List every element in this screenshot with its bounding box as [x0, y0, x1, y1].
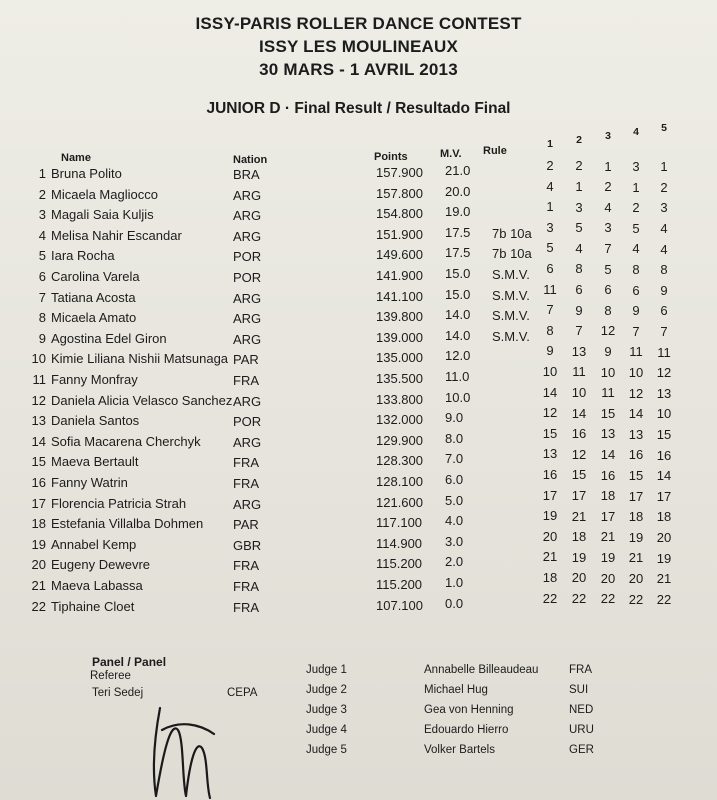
placement-judge-1: 12: [542, 405, 558, 421]
judge-nation: FRA: [569, 664, 592, 676]
placement-judge-1: 18: [542, 570, 558, 585]
placement-judge-3: 9: [604, 344, 612, 359]
points: 141.900: [376, 268, 423, 283]
mv: 14.0: [445, 307, 471, 323]
placement-judge-3: 13: [600, 426, 616, 442]
rank: 6: [38, 269, 46, 284]
rank: 10: [31, 351, 46, 367]
nation: ARG: [233, 187, 262, 203]
placement-judge-2: 12: [571, 446, 587, 462]
rank: 9: [38, 330, 46, 346]
judge-name: Volker Bartels: [424, 744, 495, 756]
placement-judge-3: 1: [604, 158, 612, 174]
points: 115.200: [376, 556, 423, 572]
placement-judge-5: 13: [656, 385, 672, 401]
placement-judge-2: 8: [575, 261, 583, 277]
placement-judge-3: 17: [600, 508, 616, 524]
placement-judge-5: 10: [656, 406, 672, 422]
mv: 12.0: [445, 348, 471, 364]
placement-judge-3: 11: [601, 385, 615, 401]
placement-judge-1: 9: [546, 343, 554, 359]
athlete-name: Maeva Bertault: [51, 454, 139, 470]
placement-judge-2: 5: [575, 220, 583, 236]
athlete-name: Daniela Alicia Velasco Sanchez: [51, 392, 233, 408]
placement-judge-3: 2: [604, 179, 612, 195]
points: 115.200: [376, 577, 423, 592]
placement-judge-5: 8: [660, 262, 668, 278]
placement-judge-3: 14: [600, 447, 616, 462]
athlete-name: Micaela Amato: [51, 310, 137, 326]
placement-judge-3: 20: [600, 570, 616, 586]
rank: 20: [31, 557, 46, 573]
placement-judge-4: 18: [628, 509, 644, 525]
placement-judge-1: 8: [546, 322, 554, 338]
placement-judge-1: 15: [542, 425, 558, 441]
placement-judge-3: 16: [600, 467, 616, 483]
points: 132.000: [376, 412, 423, 428]
rank: 8: [38, 310, 46, 326]
athlete-name: Bruna Polito: [51, 166, 122, 181]
placement-judge-1: 22: [542, 590, 558, 606]
panel-title: Panel / Panel: [92, 655, 167, 669]
column-header-rule: Rule: [483, 145, 507, 157]
nation: ARG: [233, 311, 262, 327]
nation: ARG: [233, 290, 262, 306]
athlete-name: Melisa Nahir Escandar: [51, 227, 182, 243]
column-header-name: Name: [61, 152, 91, 164]
placement-judge-5: 3: [660, 200, 668, 216]
judge-column-header-2: 2: [576, 134, 582, 146]
judge-column-header-1: 1: [547, 138, 553, 150]
placement-judge-3: 22: [600, 591, 616, 607]
rank: 18: [31, 516, 46, 532]
placement-judge-5: 21: [656, 571, 672, 587]
nation: POR: [233, 249, 262, 265]
placement-judge-3: 19: [600, 550, 616, 565]
athlete-name: Sofia Macarena Cherchyk: [51, 433, 201, 449]
judge-label: Judge 1: [306, 664, 347, 676]
rule: 7b 10a: [492, 225, 532, 241]
placement-judge-1: 20: [542, 528, 558, 544]
nation: ARG: [233, 208, 262, 224]
points: 135.500: [376, 371, 423, 386]
column-header-points: Points: [374, 151, 408, 163]
placement-judge-1: 21: [542, 549, 558, 565]
points: 128.300: [376, 453, 423, 469]
nation: PAR: [233, 352, 259, 368]
placement-judge-1: 4: [546, 178, 554, 194]
rank: 16: [31, 475, 46, 490]
placement-judge-5: 16: [656, 447, 672, 463]
athlete-name: Tiphaine Cloet: [51, 598, 135, 614]
points: 133.800: [376, 391, 423, 407]
placement-judge-1: 13: [542, 446, 558, 462]
placement-judge-5: 11: [657, 344, 671, 360]
placement-judge-1: 16: [542, 467, 558, 482]
nation: FRA: [233, 579, 259, 594]
judge-nation: SUI: [569, 684, 589, 696]
mv: 21.0: [445, 163, 471, 178]
mv: 1.0: [445, 575, 464, 590]
placement-judge-3: 3: [604, 220, 612, 236]
placement-judge-3: 21: [600, 529, 616, 545]
referee-name: Teri Sedej: [92, 687, 144, 699]
placement-judge-4: 2: [632, 200, 640, 216]
placement-judge-4: 12: [628, 385, 644, 401]
judge-name: Edouardo Hierro: [424, 724, 509, 736]
rank: 11: [32, 372, 46, 387]
placement-judge-5: 19: [656, 550, 672, 566]
athlete-name: Magali Saia Kuljis: [51, 207, 154, 223]
points: 157.900: [376, 165, 423, 180]
placement-judge-3: 10: [600, 364, 616, 380]
rule: S.M.V.: [492, 267, 530, 282]
placement-judge-2: 13: [571, 343, 587, 359]
rule: S.M.V.: [492, 328, 530, 344]
placement-judge-2: 2: [575, 158, 583, 174]
placement-judge-3: 12: [600, 323, 616, 339]
mv: 5.0: [445, 492, 464, 508]
placement-judge-1: 17: [542, 487, 558, 503]
referee-org: CEPA: [227, 687, 258, 699]
rank: 17: [31, 495, 46, 511]
mv: 10.0: [445, 389, 471, 405]
nation: ARG: [233, 393, 262, 409]
athlete-name: Carolina Varela: [51, 269, 140, 284]
judge-nation: NED: [569, 704, 594, 716]
contest-location: ISSY LES MOULINEAUX: [258, 37, 459, 56]
placement-judge-5: 4: [660, 241, 668, 257]
rank: 19: [31, 536, 46, 552]
placement-judge-4: 7: [632, 323, 640, 339]
placement-judge-3: 15: [600, 405, 616, 421]
judge-name: Gea von Henning: [424, 704, 514, 716]
category-title: JUNIOR D · Final Result / Resultado Final: [206, 100, 511, 117]
placement-judge-2: 10: [571, 384, 587, 400]
athlete-name: Eugeny Dewevre: [51, 557, 150, 573]
athlete-name: Micaela Magliocco: [51, 186, 158, 202]
mv: 11.0: [445, 369, 470, 384]
mv: 17.5: [445, 245, 471, 261]
placement-judge-4: 15: [628, 467, 644, 483]
placement-judge-2: 18: [571, 529, 587, 545]
nation: POR: [233, 270, 262, 285]
nation: POR: [233, 414, 262, 430]
rank: 12: [31, 392, 46, 408]
nation: ARG: [233, 228, 262, 244]
judge-name: Michael Hug: [424, 684, 488, 696]
judge-column-header-5: 5: [661, 122, 667, 134]
placement-judge-4: 5: [632, 220, 640, 236]
mv: 19.0: [445, 204, 471, 220]
placement-judge-2: 9: [575, 302, 583, 318]
points: 139.000: [376, 329, 423, 345]
rank: 5: [38, 248, 46, 264]
placement-judge-5: 7: [660, 324, 668, 339]
placement-judge-3: 6: [604, 282, 612, 298]
athlete-name: Florencia Patricia Strah: [51, 495, 187, 511]
points: 149.600: [376, 247, 423, 263]
placement-judge-2: 7: [575, 323, 583, 339]
placement-judge-5: 17: [656, 488, 672, 504]
placement-judge-2: 3: [575, 199, 583, 215]
athlete-name: Annabel Kemp: [51, 536, 137, 552]
placement-judge-5: 1: [660, 159, 668, 175]
placement-judge-5: 2: [660, 179, 668, 195]
placement-judge-3: 4: [604, 199, 612, 215]
placement-judge-2: 15: [571, 467, 587, 483]
athlete-name: Fanny Monfray: [51, 372, 138, 387]
rank: 7: [38, 289, 46, 305]
placement-judge-4: 4: [632, 241, 640, 257]
placement-judge-4: 17: [628, 488, 644, 504]
points: 128.100: [376, 474, 423, 489]
placement-judge-4: 9: [632, 303, 640, 319]
nation: GBR: [233, 537, 262, 553]
mv: 14.0: [445, 327, 471, 343]
placement-judge-2: 6: [575, 281, 583, 297]
nation: FRA: [233, 558, 259, 574]
mv: 15.0: [445, 286, 471, 302]
mv: 8.0: [445, 430, 464, 446]
placement-judge-4: 6: [632, 282, 640, 298]
points: 121.600: [376, 494, 423, 510]
placement-judge-5: 22: [656, 591, 672, 607]
placement-judge-1: 6: [546, 261, 554, 276]
nation: ARG: [233, 331, 262, 347]
points: 154.800: [376, 206, 423, 222]
mv: 15.0: [445, 266, 471, 281]
placement-judge-2: 14: [571, 405, 587, 421]
rank: 4: [38, 227, 46, 243]
referee-label: Referee: [90, 670, 131, 682]
placement-judge-5: 4: [660, 221, 668, 236]
nation: BRA: [233, 167, 260, 182]
placement-judge-1: 1: [546, 199, 554, 215]
points: 151.900: [376, 226, 423, 242]
athlete-name: Agostina Edel Giron: [51, 330, 167, 346]
mv: 6.0: [445, 472, 464, 487]
placement-judge-5: 9: [660, 282, 668, 298]
placement-judge-2: 4: [575, 240, 583, 256]
placement-judge-4: 11: [629, 344, 643, 360]
mv: 3.0: [445, 533, 464, 549]
placement-judge-2: 1: [575, 178, 583, 194]
points: 139.800: [376, 309, 423, 325]
placement-judge-1: 5: [546, 240, 554, 256]
mv: 9.0: [445, 410, 464, 426]
placement-judge-5: 14: [656, 468, 672, 484]
athlete-name: Estefania Villalba Dohmen: [51, 516, 204, 532]
judge-label: Judge 2: [306, 684, 347, 696]
nation: PAR: [233, 517, 259, 533]
placement-judge-4: 21: [628, 550, 644, 566]
rank: 14: [31, 433, 46, 449]
placement-judge-1: 10: [542, 364, 558, 379]
contest-title: ISSY-PARIS ROLLER DANCE CONTEST: [195, 14, 522, 33]
rank: 2: [38, 186, 46, 202]
rank: 15: [31, 454, 46, 470]
rank: 3: [38, 207, 46, 223]
rank: 13: [31, 413, 46, 429]
nation: FRA: [233, 455, 259, 471]
rule: S.M.V.: [492, 287, 530, 303]
points: 135.000: [376, 350, 423, 366]
placement-judge-4: 10: [628, 364, 644, 380]
placement-judge-4: 19: [628, 529, 644, 545]
placement-judge-4: 13: [628, 426, 644, 442]
contest-dates: 30 MARS - 1 AVRIL 2013: [259, 60, 458, 79]
points: 117.100: [376, 515, 423, 531]
athlete-name: Daniela Santos: [51, 413, 140, 429]
referee-signature: [140, 700, 230, 800]
placement-judge-3: 8: [604, 302, 612, 318]
mv: 4.0: [445, 513, 464, 529]
judge-label: Judge 4: [306, 724, 347, 736]
nation: ARG: [233, 434, 262, 450]
nation: FRA: [233, 373, 259, 388]
placement-judge-5: 12: [656, 365, 672, 381]
athlete-name: Fanny Watrin: [51, 475, 128, 490]
placement-judge-2: 21: [571, 508, 587, 524]
placement-judge-4: 16: [628, 447, 644, 463]
placement-judge-2: 17: [571, 487, 587, 503]
points: 107.100: [376, 597, 423, 613]
judge-column-header-3: 3: [605, 130, 611, 142]
column-header-nation: Nation: [233, 154, 268, 166]
judge-nation: URU: [569, 724, 594, 736]
judge-nation: GER: [569, 744, 594, 756]
placement-judge-5: 18: [656, 509, 672, 525]
rule: S.M.V.: [492, 308, 530, 324]
placement-judge-1: 11: [543, 281, 557, 297]
judge-name: Annabelle Billeaudeau: [424, 664, 539, 676]
placement-judge-3: 18: [600, 488, 616, 504]
judge-column-header-4: 4: [633, 126, 639, 138]
placement-judge-4: 1: [632, 179, 640, 195]
placement-judge-4: 22: [628, 591, 644, 607]
placement-judge-1: 3: [546, 219, 554, 235]
placement-judge-2: 11: [572, 364, 586, 380]
points: 129.900: [376, 432, 423, 448]
placement-judge-2: 19: [571, 549, 587, 565]
athlete-name: Maeva Labassa: [51, 578, 143, 593]
placement-judge-3: 5: [604, 261, 612, 277]
mv: 20.0: [445, 183, 471, 199]
placement-judge-1: 14: [542, 384, 558, 400]
athlete-name: Kimie Liliana Nishii Matsunaga: [51, 351, 229, 367]
athlete-name: Tatiana Acosta: [51, 289, 136, 305]
nation: FRA: [233, 476, 259, 491]
nation: ARG: [233, 496, 262, 512]
placement-judge-1: 7: [546, 302, 554, 318]
placement-judge-1: 19: [542, 508, 558, 524]
placement-judge-2: 16: [571, 426, 587, 442]
placement-judge-5: 15: [656, 427, 672, 442]
rule: 7b 10a: [492, 246, 532, 262]
column-header-mv: M.V.: [440, 148, 462, 160]
placement-judge-4: 14: [628, 406, 644, 422]
points: 157.800: [376, 185, 423, 201]
judge-label: Judge 5: [306, 744, 347, 756]
judge-label: Judge 3: [306, 704, 347, 716]
placement-judge-4: 3: [632, 158, 640, 174]
placement-judge-3: 7: [604, 241, 612, 256]
placement-judge-4: 8: [632, 261, 640, 277]
rank: 1: [38, 166, 46, 181]
placement-judge-1: 2: [546, 158, 554, 173]
nation: FRA: [233, 599, 259, 615]
points: 141.100: [376, 288, 423, 304]
mv: 2.0: [445, 554, 464, 570]
points: 114.900: [376, 535, 423, 551]
placement-judge-2: 20: [571, 570, 587, 586]
mv: 17.5: [445, 224, 471, 240]
mv: 7.0: [445, 451, 464, 467]
rank: 22: [31, 598, 46, 614]
rank: 21: [31, 578, 46, 593]
placement-judge-4: 20: [628, 570, 644, 586]
athlete-name: Iara Rocha: [51, 248, 115, 264]
placement-judge-5: 6: [660, 303, 668, 319]
placement-judge-5: 20: [656, 530, 672, 545]
mv: 0.0: [445, 595, 464, 611]
placement-judge-2: 22: [571, 590, 587, 606]
